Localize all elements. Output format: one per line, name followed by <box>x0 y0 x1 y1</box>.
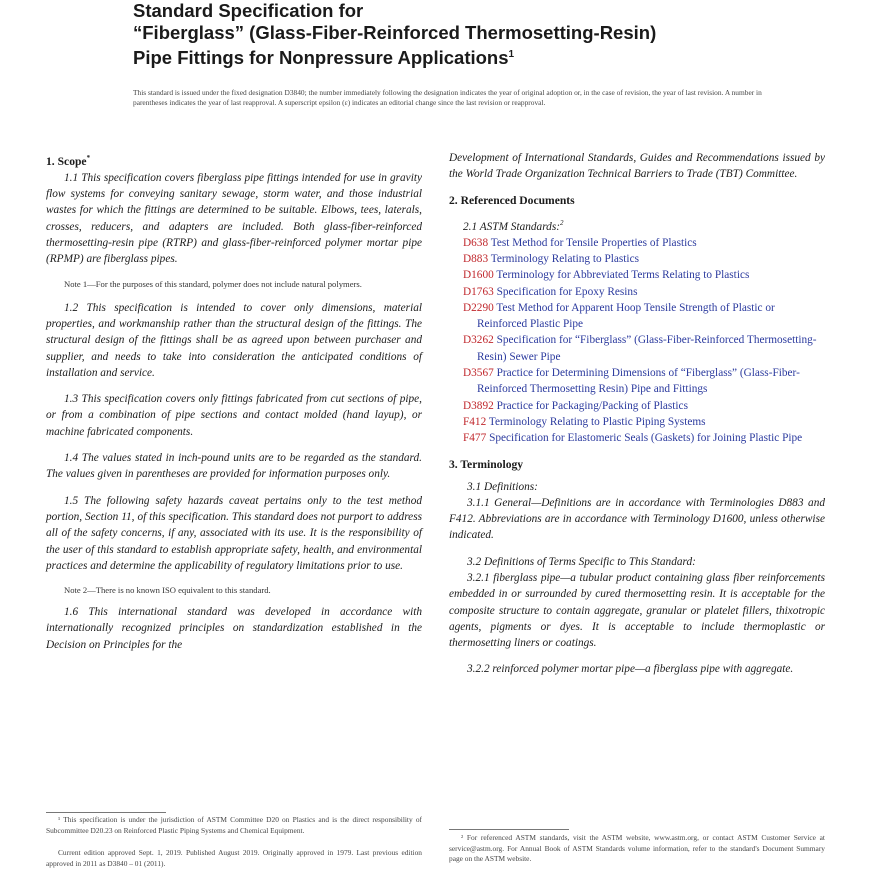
ref-code[interactable]: D1600 <box>463 269 494 282</box>
title-line-3-text: Pipe Fittings for Nonpressure Applications <box>133 47 509 69</box>
ref-title[interactable]: Practice for Packaging/Packing of Plastics <box>496 399 688 412</box>
title-line-2: “Fiberglass” (Glass-Fiber-Reinforced Thermosetting-Resin) <box>133 22 657 43</box>
astm-standards-label-text: 2.1 ASTM Standards: <box>463 220 560 233</box>
right-column <box>449 150 825 678</box>
ref-title[interactable]: Specification for “Fiberglass” (Glass-Fiber-Reinforced Thermosetting-Resin) Sewer Pipe <box>477 334 817 363</box>
para-1-4: 1.4 The values stated in inch-pound units are to be regarded as the standard. The values given in parentheses are provided for information purposes only. <box>46 452 422 481</box>
ref-title[interactable]: Terminology for Abbreviated Terms Relating to Plastics <box>496 269 750 282</box>
footnote-1-edition: Current edition approved Sept. 1, 2019. Published August 2019. Originally approved in 1979. Last previous edition approved in 2011 as D3840 – 01 (2011). <box>46 848 422 868</box>
scope-heading <box>46 150 422 170</box>
ref-title[interactable]: Test Method for Apparent Hoop Tensile Strength of Plastic or Reinforced Plastic Pipe <box>477 301 775 331</box>
ref-title[interactable]: Terminology Relating to Plastic Piping Systems <box>488 415 706 428</box>
ref-item[interactable] <box>449 430 825 446</box>
title-footnote-mark: 1 <box>508 49 515 60</box>
ref-code[interactable]: D3567 <box>463 367 494 380</box>
para-1-6: 1.6 This international standard was developed in accordance with internationally recognized principles on standardization established in the Decision on Principles for the <box>46 606 422 651</box>
astm-standards-label <box>449 215 825 235</box>
ref-title[interactable]: Practice for Determining Dimensions of “Fiberglass” (Glass-Fiber-Reinforced Thermosetting Resin) Pipe and Fittings <box>477 367 800 396</box>
ref-code[interactable]: D1763 <box>463 285 494 298</box>
footnote-rule-right <box>449 829 569 830</box>
ref-item[interactable] <box>449 235 825 251</box>
ref-title[interactable]: Specification for Epoxy Resins <box>496 285 638 298</box>
ref-code[interactable]: D3892 <box>463 399 494 412</box>
ref-item[interactable] <box>449 414 825 430</box>
para-3-2-2: 3.2.2 reinforced polymer mortar pipe—a fiberglass pipe with aggregate. <box>467 663 794 676</box>
ref-item[interactable] <box>449 365 825 398</box>
para-3-2-1: 3.2.1 fiberglass pipe—a tubular product containing glass fiber reinforcements embedded in or surrounded by cured thermosetting resin. It is acceptable for the composite structure to contain aggregate, granular or platelet fillers, thixotropic agents, pigments or dyes. It is acceptable to include thermoplastic or thermosetting liners or coatings. <box>449 572 825 650</box>
reference-list <box>449 235 825 447</box>
note-1: Note 1—For the purposes of this standard, polymer does not include natural polymers. <box>64 278 362 289</box>
document-header <box>133 0 773 69</box>
ref-item[interactable] <box>449 251 825 267</box>
refdocs-heading: 2. Referenced Documents <box>449 193 575 207</box>
ref-title[interactable]: Terminology Relating to Plastics <box>490 252 639 265</box>
para-1-6-continued: Development of International Standards, Guides and Recommendations issued by the World Trade Organization Technical Barriers to Trade (TBT) Committee. <box>449 152 825 181</box>
ref-item[interactable] <box>449 398 825 414</box>
para-1-5: 1.5 The following safety hazards caveat pertains only to the test method portion, Section 11, of this specification. This standard does not purport to address all of the safety concerns, if any, associated with its use. It is the responsibility of the user of this standard to establish appropriate safety, health, and environmental practices and determine the applicability of regulatory limitations prior to use. <box>46 494 422 572</box>
footnote-1: ¹ This specification is under the jurisdiction of ASTM Committee D20 on Plastics and is the direct responsibility of Subcommittee D20.23 on Reinforced Plastic Piping Systems and Chemical Equipment. <box>46 815 422 835</box>
para-1-2: 1.2 This specification is intended to cover only dimensions, material properties, and workmanship rather than the structural design of the fittings. The structural design of the fittings shall be as agreed upon between purchaser and supplier, and needs to take into consideration the anticipated conditions of installation and service. <box>46 301 422 379</box>
terminology-heading: 3. Terminology <box>449 457 524 471</box>
footnote-2: ² For referenced ASTM standards, visit the ASTM website, www.astm.org, or contact ASTM Customer Service at service@astm.org. For Annual Book of ASTM Standards volume information, refer to the standard's Document Summary page on the ASTM website. <box>449 833 825 863</box>
ref-code[interactable]: D638 <box>463 236 489 249</box>
footnote-rule-left <box>46 812 166 813</box>
ref-item[interactable] <box>449 300 825 333</box>
ref-item[interactable] <box>449 267 825 283</box>
ref-item[interactable] <box>449 284 825 300</box>
title-line-1: Standard Specification for <box>133 0 364 21</box>
ref-title[interactable]: Test Method for Tensile Properties of Plastics <box>490 236 697 249</box>
ref-title[interactable]: Specification for Elastomeric Seals (Gaskets) for Joining Plastic Pipe <box>489 432 803 445</box>
astm-standards-mark: 2 <box>559 218 564 227</box>
ref-code[interactable]: F477 <box>463 432 487 445</box>
para-3-1: 3.1 Definitions: <box>467 480 538 493</box>
title-line-3 <box>133 44 773 69</box>
para-3-1-1: 3.1.1 General—Definitions are in accordance with Terminologies D883 and F412. Abbreviations are in accordance with Terminology D1600, unless otherwise indicated. <box>449 496 825 542</box>
ref-code[interactable]: F412 <box>463 415 487 428</box>
para-3-2: 3.2 Definitions of Terms Specific to This Standard: <box>467 555 696 568</box>
designation-notice: This standard is issued under the fixed designation D3840; the number immediately following the designation indicates the year of original adoption or, in the case of revision, the year of last revision. A number in parentheses indicates the year of last reapproval. A superscript epsilon (ε) indicates an editorial change since the last revision or reapproval. <box>133 88 762 107</box>
ref-item[interactable] <box>449 332 825 365</box>
para-1-1: 1.1 This specification covers fiberglass pipe fittings intended for use in gravity flow systems for conveying sanitary sewage, storm water, and those industrial wastes for which the fittings are determined to be suitable. Elbows, tees, laterals, crosses, reducers, and adapters are included. Both glass-fiber-reinforced thermosetting-resin pipe (RTRP) and glass-fiber-reinforced polymer mortar pipe (RPMP) are fiberglass pipes. <box>46 171 422 266</box>
para-1-3: 1.3 This specification covers only fittings fabricated from cut sections of pipe, or from a combination of pipe sections and contact molded (hand layup), or machine fabricated components. <box>46 393 422 438</box>
scope-heading-text: 1. Scope <box>46 154 87 168</box>
left-column <box>46 150 422 653</box>
scope-heading-mark: * <box>86 154 91 162</box>
ref-code[interactable]: D883 <box>463 252 489 265</box>
ref-code[interactable]: D2290 <box>463 301 494 314</box>
ref-code[interactable]: D3262 <box>463 334 494 347</box>
note-2: Note 2—There is no known ISO equivalent to this standard. <box>64 585 271 596</box>
